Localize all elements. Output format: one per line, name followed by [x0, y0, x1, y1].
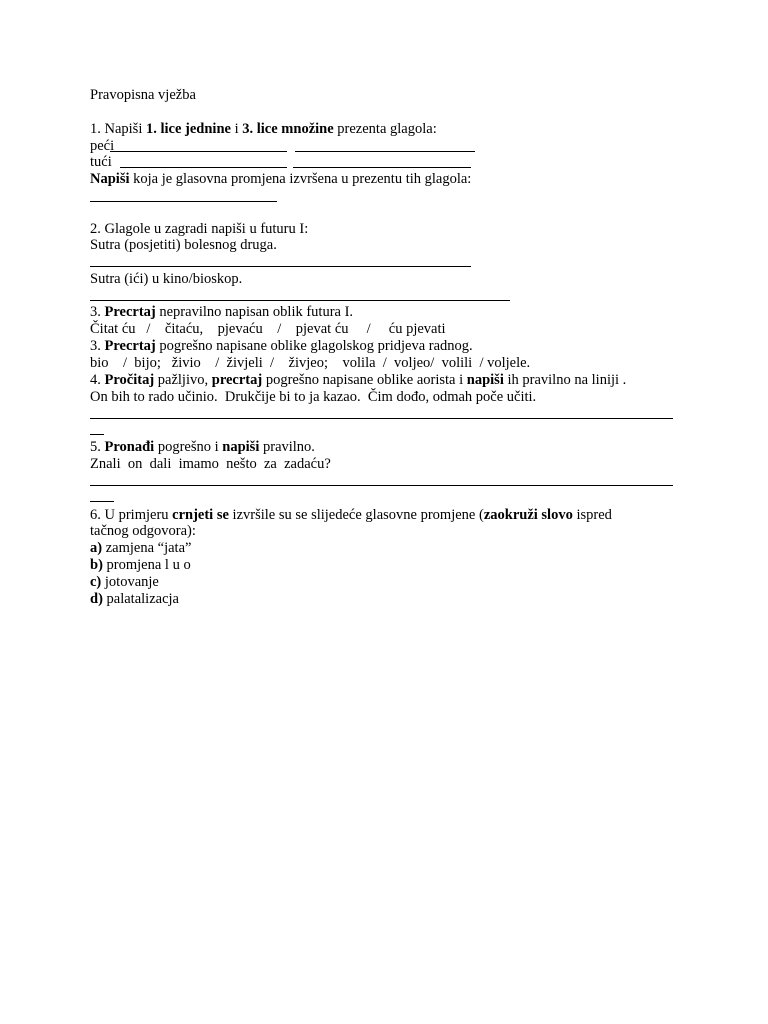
answer-line[interactable]: [293, 167, 471, 168]
question-2-prompt: 2. Glagole u zagradi napiši u futuru I:: [90, 221, 309, 237]
answer-line[interactable]: [90, 300, 510, 301]
answer-option-a[interactable]: a) zamjena “jata”: [90, 540, 192, 556]
answer-option-d[interactable]: d) palatalizacja: [90, 591, 179, 607]
question-4-sentence: On bih to rado učinio. Drukčije bi to ja kazao. Čim dođo, odmah poče učiti.: [90, 389, 537, 405]
question-5-sentence: Znali on dali imamo nešto za zadaću?: [90, 456, 331, 472]
answer-line[interactable]: [90, 418, 673, 419]
question-3b-prompt: 3. Precrtaj pogrešno napisane oblike glagolskog pridjeva radnog.: [90, 338, 473, 354]
answer-line[interactable]: [90, 501, 114, 502]
question-6-prompt-cont: tačnog odgovora):: [90, 523, 196, 539]
question-3a-prompt: 3. Precrtaj nepravilno napisan oblik futura I.: [90, 304, 354, 320]
question-3a-options: Čitat ću / čitaću, pjevaću / pjevat ću / ću pjevati: [90, 321, 446, 337]
verb-peci: peći: [90, 138, 115, 154]
question-2-sentence-1: Sutra (posjetiti) bolesnog druga.: [90, 237, 277, 253]
question-5-prompt: 5. Pronađi pogrešno i napiši pravilno.: [90, 439, 315, 455]
answer-line[interactable]: [110, 151, 287, 152]
answer-line[interactable]: [90, 485, 673, 486]
question-4-prompt: 4. Pročitaj pažljivo, precrtaj pogrešno napisane oblike aorista i napiši ih pravilno na liniji .: [90, 372, 627, 388]
document-title: Pravopisna vježba: [90, 87, 196, 103]
question-3b-options: bio / bijo; živio / živjeli / živjeo; volila / voljeo/ volili / voljele.: [90, 355, 531, 371]
verb-tuci: tući: [90, 154, 112, 170]
answer-line[interactable]: [90, 201, 277, 202]
answer-line[interactable]: [295, 151, 475, 152]
answer-option-b[interactable]: b) promjena l u o: [90, 557, 191, 573]
answer-option-c[interactable]: c) jotovanje: [90, 574, 159, 590]
answer-line[interactable]: [90, 434, 104, 435]
question-2-sentence-2: Sutra (ići) u kino/bioskop.: [90, 271, 243, 287]
question-1-prompt: 1. Napiši 1. lice jednine i 3. lice množine prezenta glagola:: [90, 121, 437, 137]
answer-line[interactable]: [90, 266, 471, 267]
question-6-prompt: 6. U primjeru crnjeti se izvršile su se slijedeće glasovne promjene (zaokruži slovo ispred: [90, 507, 612, 523]
question-1-subprompt: Napiši koja je glasovna promjena izvršena u prezentu tih glagola:: [90, 171, 472, 187]
answer-line[interactable]: [120, 167, 287, 168]
